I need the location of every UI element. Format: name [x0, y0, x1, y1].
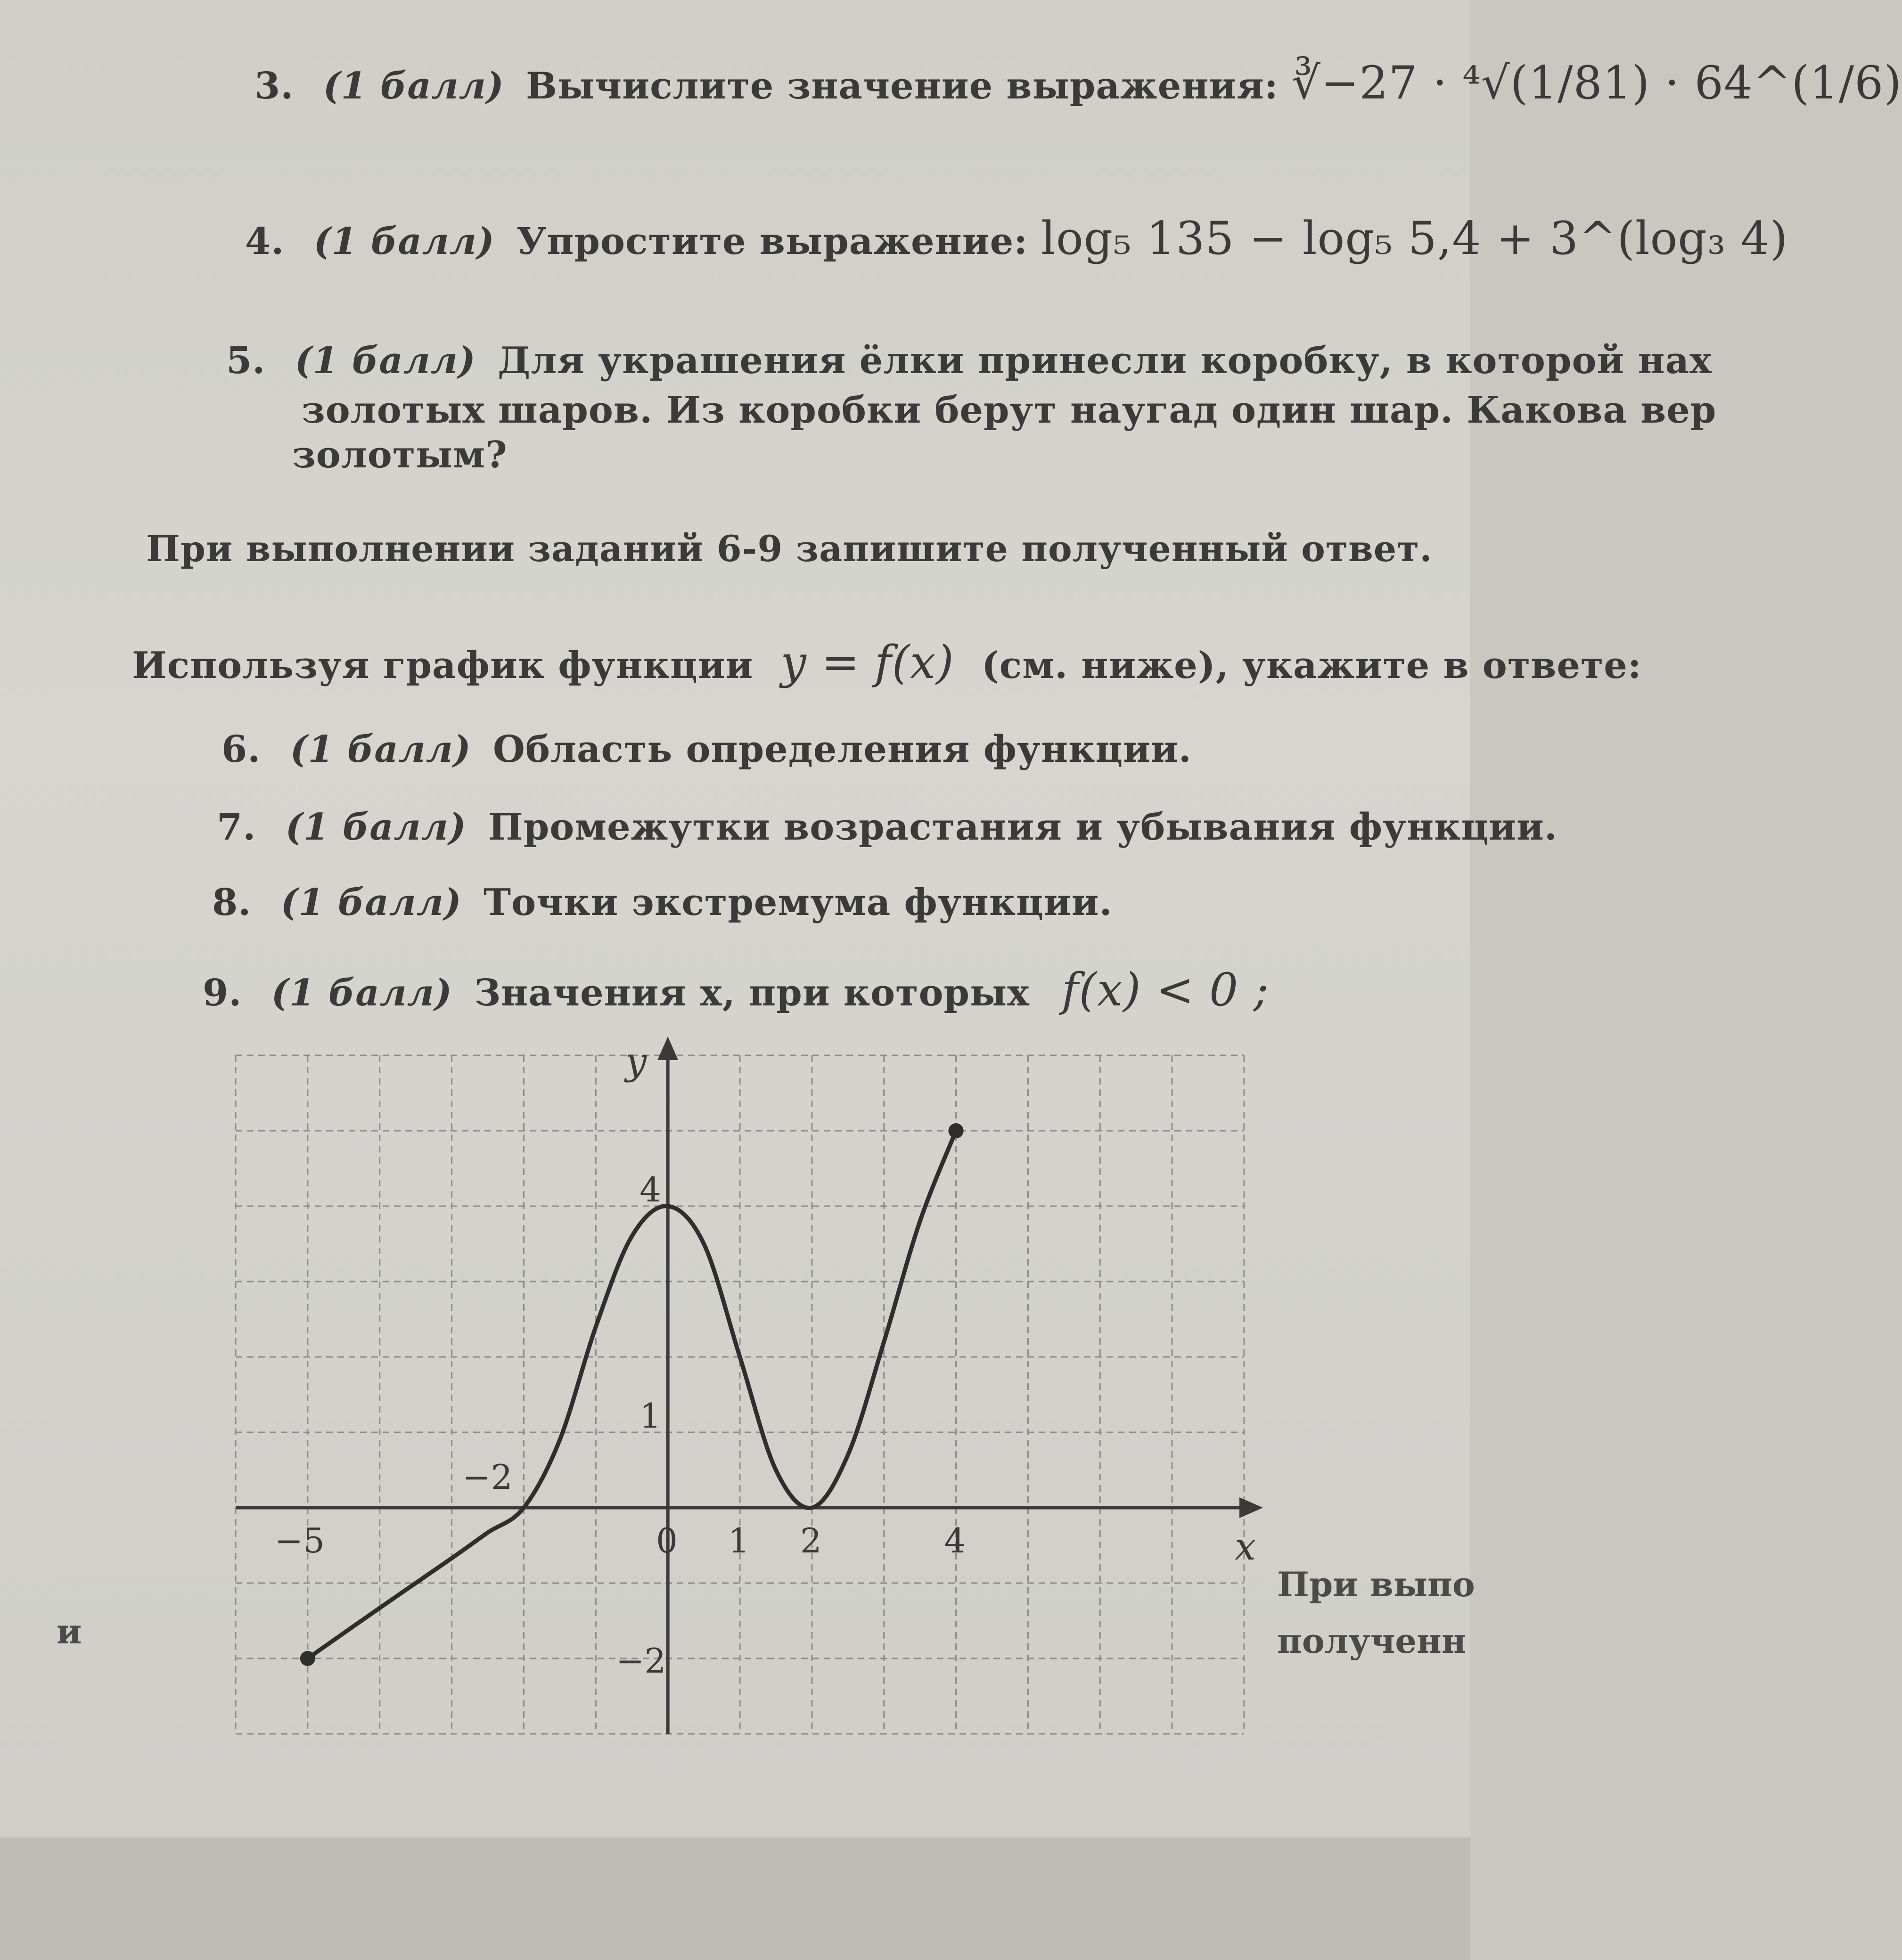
x-tick-label: 0	[656, 1521, 678, 1560]
x-tick-label: 4	[944, 1521, 966, 1560]
question-math: f(x) < 0 ;	[1061, 964, 1269, 1016]
y-tick-label: −2	[616, 1641, 666, 1681]
task-4	[245, 212, 1788, 265]
section-heading: При выполнении заданий 6-9 запишите полученный ответ.	[146, 528, 1433, 570]
task-number: 3.	[254, 65, 294, 107]
annotation-label: −2	[462, 1457, 513, 1497]
question-number: 6.	[221, 728, 261, 771]
x-tick-label: 2	[800, 1521, 822, 1560]
task-3	[254, 57, 1902, 109]
question-points: (1 балл)	[280, 881, 462, 924]
x-axis-arrow	[1239, 1497, 1263, 1518]
graph-intro-math: y = f(x)	[780, 636, 954, 689]
question-7	[217, 806, 1558, 849]
y-tick-label: 1	[639, 1396, 661, 1436]
graph-intro	[132, 636, 1642, 689]
task-number: 5.	[226, 339, 266, 382]
task-math: log₅ 135 − log₅ 5,4 + 3^(log₃ 4)	[1041, 212, 1788, 265]
tick-labels	[275, 1039, 1256, 1681]
question-text: Область определения функции.	[493, 728, 1192, 771]
task-points: (1 балл)	[313, 220, 495, 263]
x-tick-label: 1	[728, 1521, 750, 1560]
function-graph	[207, 1037, 1263, 1753]
question-points: (1 балл)	[271, 972, 452, 1014]
question-text: Точки экстремума функции.	[484, 881, 1113, 924]
function-curve	[308, 1131, 956, 1658]
left-fragment: и	[57, 1611, 82, 1651]
task-5-line-2: золотых шаров. Из коробки берут наугад один шар. Какова вер	[302, 389, 1717, 432]
graph-grid	[236, 1055, 1244, 1734]
question-points: (1 балл)	[285, 806, 467, 849]
question-points: (1 балл)	[290, 728, 471, 771]
curve-group	[300, 1123, 964, 1666]
right-fragment-line-1: При выпо	[1277, 1564, 1475, 1604]
y-axis-arrow	[657, 1037, 678, 1060]
question-number: 7.	[217, 806, 256, 849]
task-points: (1 балл)	[295, 339, 476, 382]
task-5	[226, 339, 1712, 382]
graph-intro-before: Используя график функции	[132, 644, 754, 687]
question-number: 9.	[203, 972, 242, 1014]
question-9	[203, 964, 1269, 1016]
question-text: Промежутки возрастания и убывания функции.	[488, 806, 1558, 849]
task-5-line-3: золотым?	[292, 433, 508, 476]
x-tick-label: −5	[274, 1521, 325, 1560]
task-math: ∛−27 · ⁴√(1/81) · 64^(1/6)	[1291, 57, 1902, 109]
right-fragment-line-2: полученн	[1277, 1621, 1467, 1661]
endpoint-dot	[300, 1651, 315, 1666]
y-tick-label: 4	[639, 1170, 661, 1209]
x-axis-label: x	[1235, 1525, 1256, 1568]
question-number: 8.	[212, 881, 252, 924]
endpoint-dot	[949, 1123, 964, 1138]
question-text: Значения x, при которых	[474, 972, 1030, 1014]
y-axis-label: y	[625, 1039, 647, 1083]
task-number: 4.	[245, 220, 285, 263]
task-text: Упростите выражение:	[516, 220, 1028, 263]
graph-intro-after: (см. ниже), укажите в ответе:	[981, 644, 1642, 687]
task-text: Для украшения ёлки принесли коробку, в которой нах	[498, 339, 1712, 382]
question-6	[221, 728, 1192, 771]
table-surface	[0, 1838, 1470, 1960]
task-text: Вычислите значение выражения:	[526, 65, 1279, 107]
task-points: (1 балл)	[323, 65, 504, 107]
question-8	[212, 881, 1113, 924]
